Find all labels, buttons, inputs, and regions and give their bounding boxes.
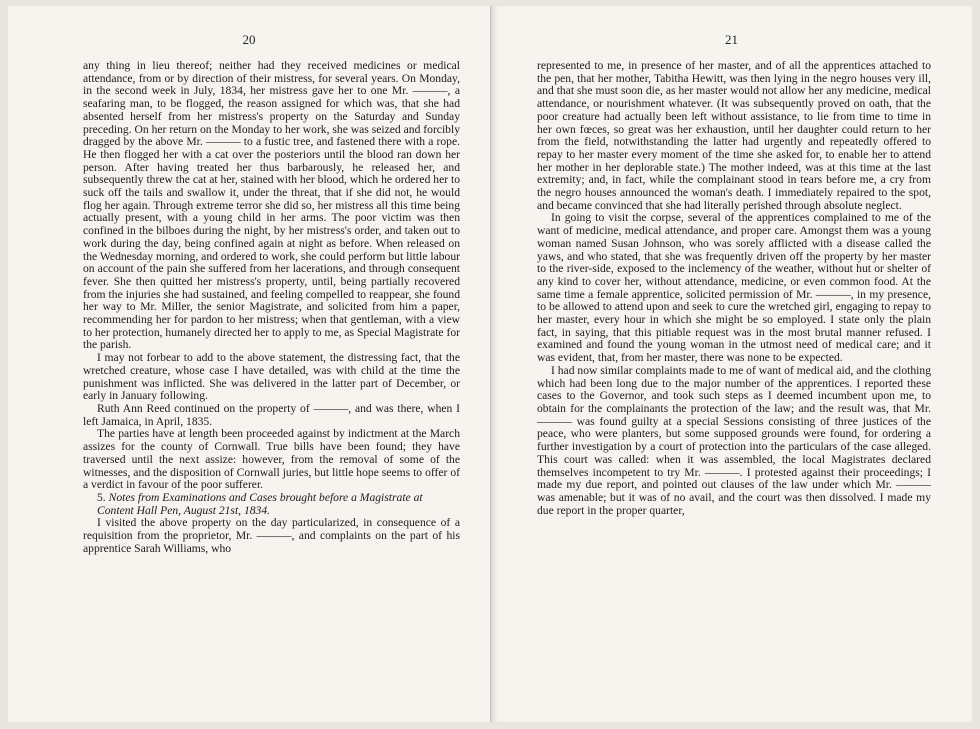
left-page xyxy=(8,6,491,722)
right-paragraph-1: represented to me, in presence of her master, and of all the apprentices attached to the pen, that her mother, Tabitha Hewitt, was then lying in the negro houses very ill, and that she must soon die, as her master would not allow her any medicine, medical attendance, or nourishment whatever. (It was subsequently proved on oath, that the poor creature had actually been left without assistance, to lie from time to time in her own fœces, so great was her exhaustion, until her daughter could return to her from the field, notwithstanding the latter had urgently and repeatedly offered to repay to her master every moment of the time she asked for, to enable her to attend her mother in her deplorable state.) The mother indeed, was at this time at the last extremity; and, in fact, while the complainant stood in tears before me, a cry from the negro houses announced the woman's death. I immediately repaired to the spot, and became convinced that she had literally perished through absolute neglect. xyxy=(537,59,931,212)
right-paragraph-2: In going to visit the corpse, several of the apprentices complained to me of the want of medicine, medical attendance, and proper care. Amongst them was a young woman named Susan Johnson, who was sorely afflicted with a disease called the yaws, and who stated, that she was frequently driven off the property by her master to the river-side, exposed to the inclemency of the weather, without hut or shelter of any kind to cover her, without attendance, medicine, or even common food. At the same time a female apprentice, solicited permission of Mr. ———, in my presence, to be allowed to attend upon and seek to cure the wretched girl, engaging to repay to her master, every hour in which she might be so employed. I state only the plain fact, in saying, that this pitiable request was in the most brutal manner refused. I examined and found the young woman in the utmost need of medical care; and it was evident, that, from her master, there was none to be expected. xyxy=(537,211,931,365)
left-closing-paragraph: I visited the above property on the day particularized, in consequence of a requisition from the proprietor, Mr. ———, and complaints on the part of his apprentice Sarah Williams, who xyxy=(83,516,460,555)
section-heading xyxy=(83,492,460,517)
right-page xyxy=(491,6,972,722)
left-paragraph-2: I may not forbear to add to the above statement, the distressing fact, that the wretched creature, whose case I have detailed, was with child at the time the punishment was inflicted. She was delivered in the latter part of December, or early in January following. xyxy=(83,351,460,403)
section-number: 5. xyxy=(97,490,106,504)
right-paragraph-3: I had now similar complaints made to me of want of medical aid, and the clothing which had been long due to the major number of the apprentices. I reported these cases to the Governor, and took such steps as I deemed incumbent upon me, to obtain for the complainants the protection of the law; and the result was, that Mr. ——— was found guilty at a special Sessions consisting of three justices of the peace, who were planters, but some supposed grounds were found, for ordering a further investigation by a court of protection into the particulars of the case alleged. This court was called: when it was assembled, the local Magistrates declared themselves incompetent to try Mr. ———. I protested against their proceedings; I made my due report, and pointed out clauses of the law under which Mr. ——— was amenable; but it was of no avail, and the court was then dissolved. I made my due report in the proper quarter, xyxy=(537,363,931,517)
left-paragraph-4: The parties have at length been proceeded against by indictment at the March assizes for the county of Cornwall. True bills have been found; they have traversed until the next assize: however, from the removal of some of the witnesses, and the disposition of Cornwall juries, but little hope seems to offer of a verdict in favour of the poor sufferer. xyxy=(83,427,460,492)
right-page-text xyxy=(537,60,931,517)
right-page-number: 21 xyxy=(725,32,738,47)
left-paragraph-1: any thing in lieu thereof; neither had they received medicines or medical attendance, from or by direction of their mistress, for several years. On Monday, in the second week in July, 1834, her mistress gave her to one Mr. ———, a seafaring man, to be flogged, the reason assigned for which was, that she had absented herself from her mistress's property on the Saturday and Sunday preceding. On her return on the Monday to her work, she was seized and forcibly dragged by the above Mr. ——— to a fustic tree, and fastened there with a rope. He then flogged her with a cat over the posteriors until the blood ran down her person. After having treated her thus barbarously, he released her, and subsequently threw the cat at her, stained with her blood, which he ordered her to suck off the tails and swallow it, under the threat, that if she did not, he would flog her again. Through extreme terror she did so, her mistress all this time being actually present, with a young child in her arms. The poor victim was then confined in the bilboes during the night, by her mistress's order, and taken out to work during the day, being confined again at night as before. When released on the Wednesday morning, and ordered to work, she could perform but little labour on account of the pain she suffered from her lacerations, and through consequent fever. She then quitted her mistress's property, until, being partially recovered from the injuries she had sustained, and feeling compelled to reappear, she found her way to Mr. Miller, the senior Magistrate, and solicited from him a paper, recommending her for pardon to her mistress; when that gentleman, with a view to her protection, humanely directed her to apply to me, as Special Magistrate for the parish. xyxy=(83,59,460,352)
left-page-number: 20 xyxy=(242,32,256,47)
section-heading-text: Notes from Examinations and Cases brought before a Magistrate at Content Hall Pen, August 21st, 1834. xyxy=(97,490,423,517)
left-page-text xyxy=(83,60,460,555)
left-paragraph-3: Ruth Ann Reed continued on the property of ———, and was there, when I left Jamaica, in April, 1835. xyxy=(83,401,460,428)
